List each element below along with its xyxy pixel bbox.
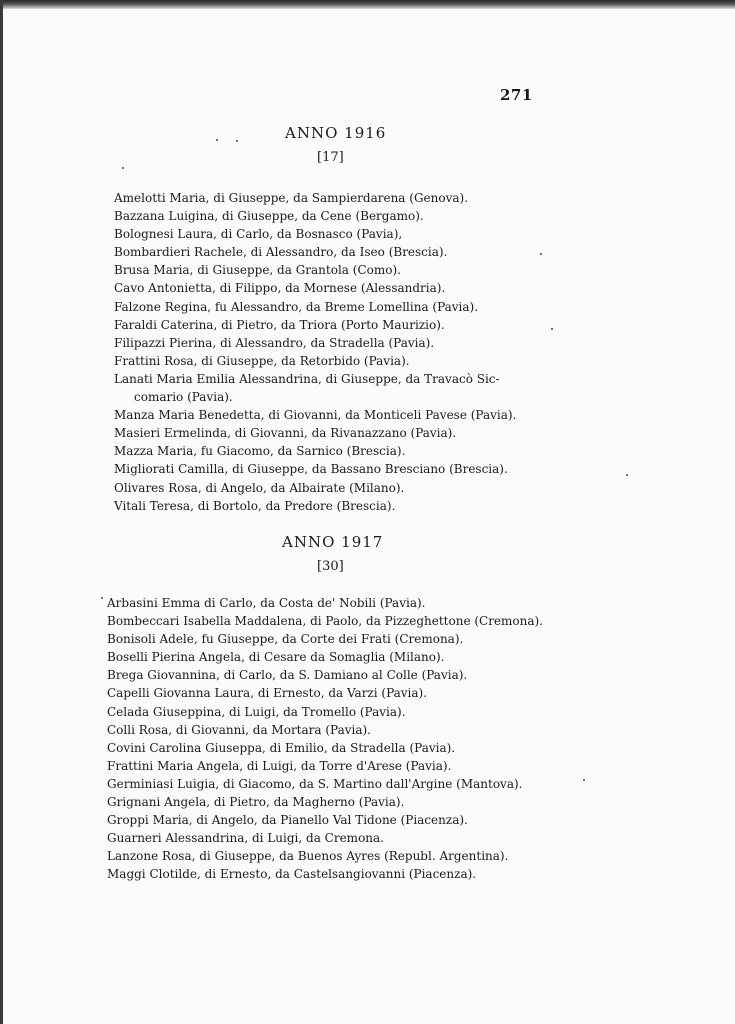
list-item: Bolognesi Laura, di Carlo, da Bosnasco (Pavia), bbox=[114, 227, 403, 242]
paper-speck bbox=[122, 167, 124, 169]
list-item-continuation: comario (Pavia). bbox=[134, 390, 233, 405]
list-item: Amelotti Maria, di Giuseppe, da Sampierdarena (Genova). bbox=[114, 191, 469, 205]
list-item: Celada Giuseppina, di Luigi, da Tromello (Pavia). bbox=[107, 704, 406, 719]
list-item: Lanati Maria Emilia Alessandrina, di Giuseppe, da Travacò Sic- bbox=[114, 371, 500, 386]
list-item: Bombeccari Isabella Maddalena, di Paolo, da Pizzeghettone (Cremona). bbox=[107, 614, 544, 629]
list-item: Guarneri Alessandrina, di Luigi, da Cremona. bbox=[107, 831, 384, 846]
list-item: Bazzana Luigina, di Giuseppe, da Cene (Bergamo). bbox=[114, 209, 424, 224]
list-item: Boselli Pierina Angela, di Cesare da Somaglia (Milano). bbox=[107, 650, 445, 665]
list-item: Groppi Maria, di Angelo, da Pianello Val Tidone (Piacenza). bbox=[107, 813, 468, 828]
list-item: Faraldi Caterina, di Pietro, da Triora (Porto Maurizio). bbox=[114, 317, 445, 332]
paper-speck bbox=[101, 597, 103, 599]
entry-list-1916 bbox=[114, 189, 516, 515]
list-item: Arbasini Emma di Carlo, da Costa de' Nobili (Pavia). bbox=[107, 596, 426, 610]
list-item: Migliorati Camilla, di Giuseppe, da Bassano Bresciano (Brescia). bbox=[114, 462, 508, 477]
list-item: Cavo Antonietta, di Filippo, da Mornese (Alessandria). bbox=[114, 281, 446, 296]
paper-speck bbox=[551, 328, 553, 330]
section-count-1916: [17] bbox=[317, 150, 344, 165]
section-count-1917: [30] bbox=[317, 559, 344, 574]
list-item: Manza Maria Benedetta, di Giovanni, da Monticeli Pavese (Pavia). bbox=[114, 408, 517, 423]
paper-speck bbox=[216, 139, 218, 141]
paper-speck bbox=[236, 140, 238, 142]
list-item: Olivares Rosa, di Angelo, da Albairate (Milano). bbox=[114, 480, 405, 495]
list-item: Grignani Angela, di Pietro, da Magherno (Pavia). bbox=[107, 795, 405, 810]
paper-speck bbox=[540, 253, 542, 255]
list-item: Bombardieri Rachele, di Alessandro, da Iseo (Brescia). bbox=[114, 245, 448, 260]
list-item: Lanzone Rosa, di Giuseppe, da Buenos Ayres (Republ. Argentina). bbox=[107, 849, 509, 864]
list-item: Maggi Clotilde, di Ernesto, da Castelsangiovanni (Piacenza). bbox=[107, 867, 477, 882]
scan-top-edge bbox=[0, 0, 735, 9]
list-item: Brusa Maria, di Giuseppe, da Grantola (Como). bbox=[114, 263, 401, 278]
list-item: Frattini Rosa, di Giuseppe, da Retorbido (Pavia). bbox=[114, 353, 410, 368]
list-item: Germiniasi Luigia, di Giacomo, da S. Martino dall'Argine (Mantova). bbox=[107, 776, 523, 791]
paper-speck bbox=[583, 779, 585, 781]
section-title-1917: ANNO 1917 bbox=[282, 533, 384, 551]
list-item: Frattini Maria Angela, di Luigi, da Torre d'Arese (Pavia). bbox=[107, 758, 452, 773]
scan-left-edge bbox=[0, 0, 3, 1024]
list-item: Filipazzi Pierina, di Alessandro, da Stradella (Pavia). bbox=[114, 335, 435, 350]
section-title-1916: ANNO 1916 bbox=[285, 124, 387, 142]
list-item: Mazza Maria, fu Giacomo, da Sarnico (Brescia). bbox=[114, 444, 406, 459]
list-item: Covini Carolina Giuseppa, di Emilio, da Stradella (Pavia). bbox=[107, 740, 456, 755]
list-item: Falzone Regina, fu Alessandro, da Breme Lomellina (Pavia). bbox=[114, 299, 479, 314]
list-item: Bonisoli Adele, fu Giuseppe, da Corte dei Frati (Cremona). bbox=[107, 632, 464, 647]
entry-list-1917 bbox=[107, 594, 543, 884]
list-item: Colli Rosa, di Giovanni, da Mortara (Pavia). bbox=[107, 722, 371, 737]
list-item: Vitali Teresa, di Bortolo, da Predore (Brescia). bbox=[114, 498, 396, 513]
paper-speck bbox=[626, 474, 628, 476]
list-item: Capelli Giovanna Laura, di Ernesto, da Varzi (Pavia). bbox=[107, 686, 428, 701]
page-number: 271 bbox=[500, 86, 533, 104]
list-item: Masieri Ermelinda, di Giovanni, da Rivanazzano (Pavia). bbox=[114, 426, 457, 441]
list-item: Brega Giovannina, di Carlo, da S. Damiano al Colle (Pavia). bbox=[107, 668, 468, 683]
